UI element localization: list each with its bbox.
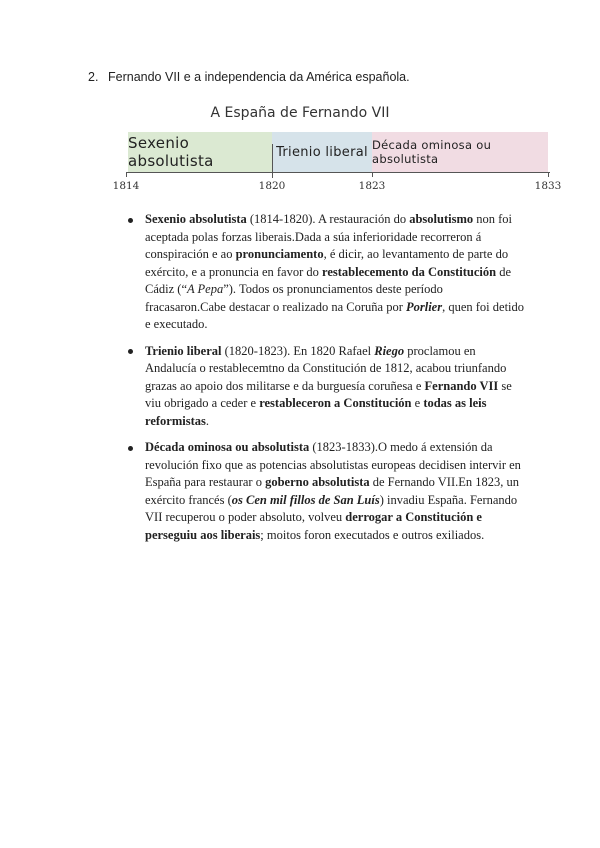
- year-label-1823: 1823: [358, 180, 386, 192]
- tick-1823: [372, 172, 373, 177]
- bullet-trienio: Trienio liberal (1820-1823). En 1820 Rafael Riego proclamou en Andalucía o restablecemtno da Constitución de 1812, acabou triunfando grazas ao apoio dos militarse e da burguesía coruñesa e Fernando VII se viu obrigado a ceder e restableceron a Constitución e todas as leis reformistas.: [145, 343, 525, 431]
- timeline-axis: [126, 172, 550, 173]
- section-number: 2.: [88, 70, 99, 84]
- tick-1820: [272, 144, 273, 178]
- section-heading: [88, 70, 410, 84]
- bullet-decada: Década ominosa ou absolutista (1823-1833).O medo á extensión da revolución fixo que as potencias absolutistas europeas decidisen intervir en España para restaurar o goberno absolutista de Fernando VII.En 1823, un exército francés (os Cen mil fillos de San Luís) invadiu España. Fernando VII recuperou o poder absoluto, volveu derrogar a Constitución e perseguiu aos liberais; moitos foron executados e outros exiliados.: [145, 439, 525, 544]
- tick-1814: [126, 172, 127, 177]
- year-label-1833: 1833: [534, 180, 562, 192]
- timeline-title: A España de Fernando VII: [210, 105, 390, 121]
- bullet-title: Trienio liberal: [145, 343, 222, 358]
- period-decada: Década ominosa ou absolutista: [372, 132, 548, 172]
- timeline: [112, 132, 562, 202]
- year-label-1820: 1820: [258, 180, 286, 192]
- section-title: Fernando VII e a independencia da América española.: [108, 70, 410, 84]
- tick-1833: [548, 172, 549, 177]
- bullet-list: [145, 211, 525, 553]
- period-sexenio: Sexenio absolutista: [128, 132, 272, 172]
- year-label-1814: 1814: [112, 180, 140, 192]
- bullet-title: Década ominosa ou absolutista: [145, 440, 310, 454]
- bullet-title: Sexenio absolutista: [145, 212, 247, 226]
- bullet-sexenio: Sexenio absolutista (1814-1820). A restauración do absolutismo non foi aceptada polas forzas liberais.Dada a súa inferioridade recorreron á conspiración e ao pronunciamento, é dicir, ao levantamento de parte do exército, e a pronuncia en favor do restablecemento da Constitución de Cádiz (“A Pepa”). Todos os pronunciamentos deste período fracasaron.Cabe destacar o realizado na Coruña por Porlier, quen foi detido e executado.: [145, 211, 525, 334]
- period-trienio: Trienio liberal: [272, 132, 372, 172]
